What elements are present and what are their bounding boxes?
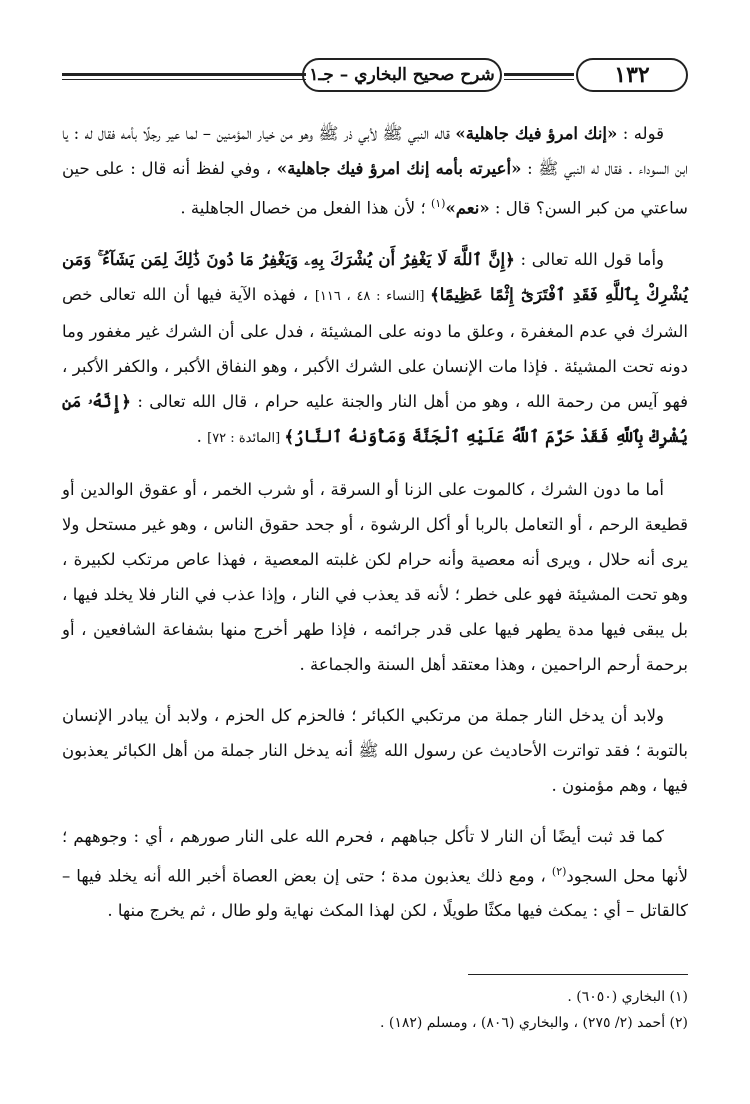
text-run: ؛ لأن هذا الفعل من خصال الجاهلية .	[180, 198, 431, 218]
emphasized-text: «نعم»	[445, 198, 490, 218]
footnotes	[62, 984, 688, 1036]
footnote-marker: (٢)	[551, 864, 567, 878]
paragraph	[62, 698, 688, 803]
header-rule	[504, 73, 574, 76]
page-number-frame	[576, 58, 688, 92]
text-run: وأما قول الله تعالى :	[514, 249, 665, 269]
paragraph	[62, 242, 688, 456]
text-run: ، فهذه الآية فيها أن الله تعالى خص الشرك في عدم المغفرة ، وعلق ما دونه على المشيئة ، فدل على أن الشرك غير مغفور وما دونه تحت المشيئة . فإذا مات الإنسان على الشرك الأكبر ، وهو النفاق الأكبر ، والكفر الأكبر ، فهو آيس من رحمة الله ، وهو من أهل النار والجنة عليه حرام ، قال الله تعالى :	[62, 284, 688, 411]
footnote-separator	[468, 974, 688, 975]
paragraph	[62, 819, 688, 929]
text-run: أما ما دون الشرك ، كالموت على الزنا أو السرقة ، أو شرب الخمر ، أو عقوق الوالدين أو قطيعة الرحم ، أو التعامل بالربا أو أكل الرشوة ، أو جحد حقوق الناس ، وهو غير مستحل ولا يرى أنه حلال ، ويرى أنه معصية وأنه حرام لكن غلبته المعصية ، فهذا عاص مرتكب لكبيرة ، وهو تحت المشيئة فهو على خطر ؛ لأنه قد يعذب في النار ، وإذا عذب في النار فلا يخلد فيها ، بل يبقى فيها مدة يطهر فيها على قدر جرائمه ، فإذا طهر أخرج منها بشفاعة الشافعين ، أو برحمة أرحم الراحمين ، وهذا معتقد أهل السنة والجماعة .	[62, 479, 688, 674]
emphasized-text: «إنك امرؤ فيك جاهلية»	[455, 124, 618, 143]
text-run: ولابد أن يدخل النار جملة من مرتكبي الكبائر ؛ فالحزم كل الحزم ، ولابد أن يبادر الإنسان بالتوبة ؛ فقد تواترت الأحاديث عن رسول الله ﷺ أنه يدخل النار جملة من أهل الكبائر يعذبون فيها ، وهم مؤمنون .	[62, 705, 688, 795]
paragraph	[62, 116, 688, 226]
text-run: .	[196, 426, 208, 446]
page-number: ١٣٢	[614, 62, 650, 88]
text-run: قاله النبي ﷺ لأبي ذر ﷺ وهو من خيار المؤمنين – لما عير رجلًا بأمه فقال له : يا ابن السوداء . فقال له النبي ﷺ :	[62, 124, 689, 178]
paragraph	[62, 472, 688, 682]
page-header	[62, 58, 688, 94]
footnote-1: (١) البخاري (٦٠٥٠) .	[567, 989, 688, 1005]
running-title: شرح صحيح البخاري – جـ١	[309, 65, 495, 85]
verse-reference: [المائدة : ٧٢]	[207, 430, 285, 446]
emphasized-text: «أعيرته بأمه إنك امرؤ فيك جاهلية»	[276, 159, 522, 178]
header-rule	[504, 79, 574, 80]
header-rule	[62, 73, 306, 76]
text-run: ، وفي لفظ أنه قال : على حين ساعتي من كبر السن؟ قال :	[62, 159, 688, 218]
emphasized-text: ﴿إِنَّ ٱللَّهَ لَا يَغْفِرُ أَن يُشْرَكَ بِهِۦ وَيَغْفِرُ مَا دُونَ ذَٰلِكَ لِمَن يَشَآءُ ۚ وَمَن يُشْرِكْ بِٱللَّهِ فَقَدِ ٱفْتَرَىٰٓ إِثْمًا عَظِيمًا﴾	[62, 249, 688, 304]
verse-reference: [النساء : ٤٨ ، ١١٦]	[314, 288, 431, 304]
text-run: كما قد ثبت أيضًا أن النار لا تأكل جباههم ، فحرم الله على النار صورهم ، أي : وجوههم ؛ لأنها محل السجود	[62, 826, 689, 885]
emphasized-text: ﴿إِنَّهُۥ مَن يُشْرِكْ بِٱللَّهِ فَقَدْ حَرَّمَ ٱللَّهُ عَلَيْهِ ٱلْجَنَّةَ وَمَأْوَىٰهُ ٱلنَّارُ﴾	[62, 391, 688, 446]
running-title-frame	[302, 58, 502, 92]
text-run: ، ومع ذلك يعذبون مدة ؛ حتى إن بعض العصاة أخبر الله أنه يخلد فيها – كالقاتل – أي : يمكث فيها مكثًا طويلًا ، لكن لهذا المكث نهاية ولو طال ، ثم يخرج منها .	[62, 866, 688, 920]
header-rule	[62, 79, 306, 80]
footnote-2: (٢) أحمد (٢/ ٢٧٥) ، والبخاري (٨٠٦) ، ومسلم (١٨٢) .	[379, 1015, 688, 1031]
body-text	[62, 116, 688, 944]
text-run: قوله :	[617, 124, 664, 143]
footnote-marker: (١)	[430, 197, 446, 210]
